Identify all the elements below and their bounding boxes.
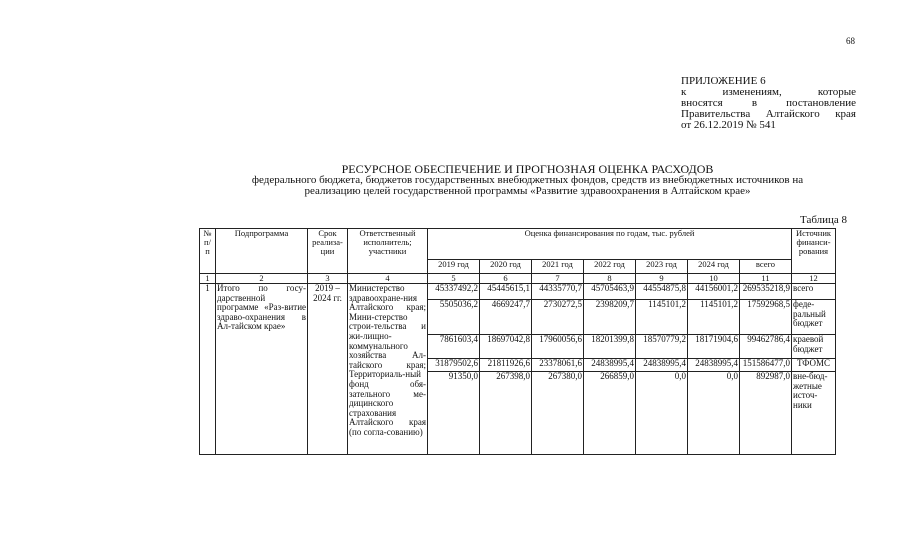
value-cell: 18201399,8 — [584, 335, 636, 359]
appendix-title: ПРИЛОЖЕНИЕ 6 — [681, 75, 766, 87]
header-financing: Оценка финансирования по годам, тыс. рублей — [428, 229, 792, 260]
page-number: 68 — [846, 36, 855, 46]
value-cell: 266859,0 — [584, 372, 636, 455]
source-cell: краевой бюджет — [792, 335, 836, 359]
value-cell: 44554875,8 — [636, 284, 688, 300]
row-num: 1 — [200, 284, 216, 455]
value-cell: 45445615,1 — [480, 284, 532, 300]
header-subprogram: Подпрограмма — [216, 229, 308, 274]
column-number: 7 — [532, 274, 584, 284]
header-year: 2022 год — [584, 260, 636, 274]
value-cell: 45705463,9 — [584, 284, 636, 300]
value-cell: 23378061,6 — [532, 359, 584, 372]
value-cell: 18697042,8 — [480, 335, 532, 359]
appendix-line-3: Правительства Алтайского края — [681, 108, 856, 120]
value-cell: 17960056,6 — [532, 335, 584, 359]
header-year: 2019 год — [428, 260, 480, 274]
appendix-block — [681, 76, 856, 131]
row-term: 2019 – 2024 гг. — [308, 284, 348, 455]
value-cell: 1145101,2 — [688, 300, 740, 335]
heading-line-2: федерального бюджета, бюджетов государственных внебюджетных фондов, средств из внебюджетных источников на — [251, 174, 804, 186]
header-year: 2021 год — [532, 260, 584, 274]
source-cell: феде-ральный бюджет — [792, 300, 836, 335]
total-cell: 151586477,0 — [740, 359, 792, 372]
value-cell: 21811926,6 — [480, 359, 532, 372]
heading-line-3: реализацию целей государственной программы «Развитие здравоохранения в Алтайском крае» — [304, 185, 751, 197]
column-number: 5 — [428, 274, 480, 284]
column-number: 8 — [584, 274, 636, 284]
appendix-line-1: к изменениям, которые — [681, 86, 856, 98]
table-label: Таблица 8 — [800, 214, 848, 226]
total-cell: 269535218,9 — [740, 284, 792, 300]
source-cell: всего — [792, 284, 836, 300]
value-cell: 44156001,2 — [688, 284, 740, 300]
value-cell: 267380,0 — [532, 372, 584, 455]
heading-line-1: РЕСУРСНОЕ ОБЕСПЕЧЕНИЕ И ПРОГНОЗНАЯ ОЦЕНКА РАСХОДОВ — [341, 162, 714, 176]
column-number: 12 — [792, 274, 836, 284]
value-cell: 18171904,6 — [688, 335, 740, 359]
header-num: № п/п — [200, 229, 216, 274]
value-cell: 0,0 — [688, 372, 740, 455]
column-number: 10 — [688, 274, 740, 284]
appendix-line-4: от 26.12.2019 № 541 — [681, 119, 776, 131]
value-cell: 31879502,6 — [428, 359, 480, 372]
value-cell: 18570779,2 — [636, 335, 688, 359]
source-cell: ТФОМС — [792, 359, 836, 372]
header-year: 2020 год — [480, 260, 532, 274]
value-cell: 2730272,5 — [532, 300, 584, 335]
header-total: всего — [740, 260, 792, 274]
total-cell: 17592968,5 — [740, 300, 792, 335]
resource-table — [199, 228, 836, 455]
column-number: 1 — [200, 274, 216, 284]
value-cell: 4669247,7 — [480, 300, 532, 335]
header-year: 2023 год — [636, 260, 688, 274]
value-cell: 91350,0 — [428, 372, 480, 455]
total-cell: 892987,0 — [740, 372, 792, 455]
column-number: 9 — [636, 274, 688, 284]
appendix-line-2: вносятся в постановление — [681, 97, 856, 109]
value-cell: 2398209,7 — [584, 300, 636, 335]
value-cell: 24838995,4 — [688, 359, 740, 372]
row-subprogram: Итого по госу-дарственной программе «Раз-витие здраво-охранения в Ал-тайском крае» — [216, 284, 308, 455]
row-responsible: Министерство здравоохране-ния Алтайского края; Мини-стерство строи-тельства и жи-лищно-коммунального хозяйства Ал-тайского края; Территориаль-ный фонд обя-зательного ме-дицинского страхования Алтайского края (по согла-сованию) — [348, 284, 428, 455]
value-cell: 5505036,2 — [428, 300, 480, 335]
source-cell: вне-бюд-жетные источ-ники — [792, 372, 836, 455]
header-responsible: Ответственный исполнитель; участники — [348, 229, 428, 274]
value-cell: 267398,0 — [480, 372, 532, 455]
column-number: 4 — [348, 274, 428, 284]
header-source: Источник финанси-рования — [792, 229, 836, 274]
column-number: 2 — [216, 274, 308, 284]
value-cell: 0,0 — [636, 372, 688, 455]
document-heading — [190, 164, 865, 197]
value-cell: 44335770,7 — [532, 284, 584, 300]
value-cell: 1145101,2 — [636, 300, 688, 335]
header-year: 2024 год — [688, 260, 740, 274]
value-cell: 24838995,4 — [636, 359, 688, 372]
column-number: 11 — [740, 274, 792, 284]
column-number: 3 — [308, 274, 348, 284]
header-term: Срок реализа-ции — [308, 229, 348, 274]
total-cell: 99462786,4 — [740, 335, 792, 359]
value-cell: 45337492,2 — [428, 284, 480, 300]
value-cell: 24838995,4 — [584, 359, 636, 372]
value-cell: 7861603,4 — [428, 335, 480, 359]
column-number: 6 — [480, 274, 532, 284]
